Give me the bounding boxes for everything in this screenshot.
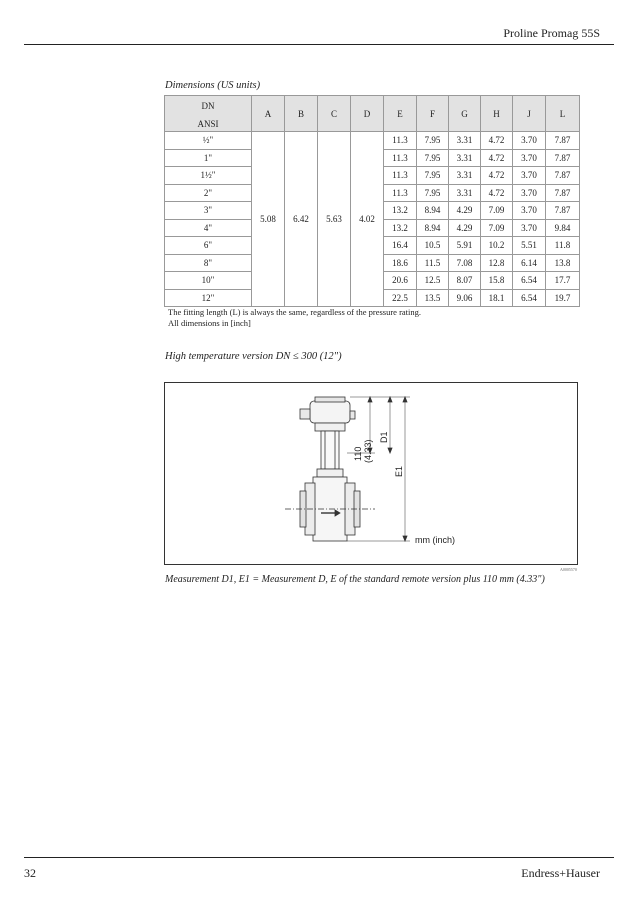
footer-rule xyxy=(24,857,614,858)
cell-f: 8.94 xyxy=(417,219,449,237)
flowmeter-drawing xyxy=(164,382,578,565)
cell-g: 3.31 xyxy=(449,184,481,202)
cell-l: 7.87 xyxy=(546,202,580,220)
cell-dn: 2" xyxy=(165,184,252,202)
cell-g: 4.29 xyxy=(449,202,481,220)
cell-h: 18.1 xyxy=(481,289,513,307)
cell-dn: 6" xyxy=(165,237,252,255)
cell-j: 6.54 xyxy=(513,289,546,307)
cell-e: 11.3 xyxy=(384,184,417,202)
column-header-j: J xyxy=(513,96,546,132)
column-header-g: G xyxy=(449,96,481,132)
cell-h: 7.09 xyxy=(481,202,513,220)
cell-dn: 10" xyxy=(165,272,252,290)
cell-g: 3.31 xyxy=(449,167,481,185)
cell-j: 3.70 xyxy=(513,149,546,167)
cell-e: 16.4 xyxy=(384,237,417,255)
footer-brand: Endress+Hauser xyxy=(521,866,600,880)
cell-l: 7.87 xyxy=(546,132,580,150)
high-temp-heading: High temperature version DN ≤ 300 (12") xyxy=(165,351,342,362)
cell-g: 4.29 xyxy=(449,219,481,237)
cell-e: 13.2 xyxy=(384,219,417,237)
cell-f: 8.94 xyxy=(417,202,449,220)
label-d1: D1 xyxy=(379,431,389,443)
arrowhead-icon xyxy=(403,397,407,402)
cell-h: 12.8 xyxy=(481,254,513,272)
column-header-c: C xyxy=(318,96,351,132)
cell-f: 7.95 xyxy=(417,184,449,202)
cell-j: 3.70 xyxy=(513,167,546,185)
cell-dn: 1½" xyxy=(165,167,252,185)
cell-g: 3.31 xyxy=(449,132,481,150)
cell-l: 7.87 xyxy=(546,149,580,167)
cell-j: 5.51 xyxy=(513,237,546,255)
cell-g: 7.08 xyxy=(449,254,481,272)
neck-base xyxy=(317,469,343,477)
column-header-ansi: ANSI xyxy=(165,116,252,132)
cell-e: 22.5 xyxy=(384,289,417,307)
cell-j: 3.70 xyxy=(513,184,546,202)
cell-dn: 1" xyxy=(165,149,252,167)
cell-e: 20.6 xyxy=(384,272,417,290)
column-header-e: E xyxy=(384,96,417,132)
cell-dn: 12" xyxy=(165,289,252,307)
cell-e: 11.3 xyxy=(384,167,417,185)
cell-f: 12.5 xyxy=(417,272,449,290)
page-number: 32 xyxy=(24,866,36,880)
housing-cover xyxy=(315,397,345,402)
table-header-row xyxy=(165,96,580,117)
document-title: Proline Promag 55S xyxy=(503,26,600,40)
note-units: All dimensions in [inch] xyxy=(168,318,251,328)
cell-h: 4.72 xyxy=(481,132,513,150)
cell-dn: 4" xyxy=(165,219,252,237)
cell-b-merged: 6.42 xyxy=(285,132,318,307)
column-header-a: A xyxy=(252,96,285,132)
flowmeter-drawing-svg xyxy=(165,383,577,564)
column-header-b: B xyxy=(285,96,318,132)
cell-c-merged: 5.63 xyxy=(318,132,351,307)
extension-neck xyxy=(321,431,339,469)
cell-h: 7.09 xyxy=(481,219,513,237)
cell-l: 11.8 xyxy=(546,237,580,255)
column-header-h: H xyxy=(481,96,513,132)
cell-dn: ½" xyxy=(165,132,252,150)
cell-f: 11.5 xyxy=(417,254,449,272)
column-header-dn: DN xyxy=(165,96,252,117)
arrowhead-icon xyxy=(388,448,392,453)
cell-e: 11.3 xyxy=(384,132,417,150)
cell-e: 11.3 xyxy=(384,149,417,167)
figure-caption: Measurement D1, E1 = Measurement D, E of the standard remote version plus 110 mm (4.33") xyxy=(165,574,545,585)
cell-l: 9.84 xyxy=(546,219,580,237)
cell-g: 5.91 xyxy=(449,237,481,255)
note-fitting-length: The fitting length (L) is always the same, regardless of the pressure rating. xyxy=(168,307,422,317)
column-header-d: D xyxy=(351,96,384,132)
housing-side-cap xyxy=(350,411,355,419)
table-row xyxy=(165,132,580,150)
cell-f: 7.95 xyxy=(417,149,449,167)
header-rule xyxy=(24,44,614,45)
cell-d-merged: 4.02 xyxy=(351,132,384,307)
arrowhead-icon xyxy=(388,397,392,402)
label-4-33: (4.33) xyxy=(363,439,373,463)
table-notes xyxy=(168,307,421,329)
cell-l: 17.7 xyxy=(546,272,580,290)
cell-l: 7.87 xyxy=(546,167,580,185)
cell-j: 3.70 xyxy=(513,219,546,237)
cell-e: 18.6 xyxy=(384,254,417,272)
cell-g: 3.31 xyxy=(449,149,481,167)
cell-l: 7.87 xyxy=(546,184,580,202)
cell-j: 6.54 xyxy=(513,272,546,290)
cell-g: 9.06 xyxy=(449,289,481,307)
cell-f: 10.5 xyxy=(417,237,449,255)
cell-e: 13.2 xyxy=(384,202,417,220)
cell-h: 15.8 xyxy=(481,272,513,290)
arrowhead-icon xyxy=(403,536,407,541)
cell-dn: 3" xyxy=(165,202,252,220)
arrowhead-icon xyxy=(368,397,372,402)
cell-j: 6.14 xyxy=(513,254,546,272)
cell-f: 7.95 xyxy=(417,167,449,185)
cell-f: 13.5 xyxy=(417,289,449,307)
cell-dn: 8" xyxy=(165,254,252,272)
column-header-l: L xyxy=(546,96,580,132)
dimensions-heading: Dimensions (US units) xyxy=(165,80,261,91)
cell-l: 13.8 xyxy=(546,254,580,272)
cell-h: 4.72 xyxy=(481,167,513,185)
cell-j: 3.70 xyxy=(513,132,546,150)
label-e1: E1 xyxy=(394,465,404,477)
cell-l: 19.7 xyxy=(546,289,580,307)
column-header-f: F xyxy=(417,96,449,132)
cell-j: 3.70 xyxy=(513,202,546,220)
transmitter-housing xyxy=(310,401,350,423)
cable-gland xyxy=(300,409,310,419)
cell-h: 4.72 xyxy=(481,184,513,202)
label-units: mm (inch) xyxy=(415,535,455,545)
cell-a-merged: 5.08 xyxy=(252,132,285,307)
cell-f: 7.95 xyxy=(417,132,449,150)
figure-id: A0005570 xyxy=(560,567,577,572)
label-110: 110 xyxy=(353,446,363,461)
cell-h: 10.2 xyxy=(481,237,513,255)
cell-g: 8.07 xyxy=(449,272,481,290)
neck-collar xyxy=(315,423,345,431)
cell-h: 4.72 xyxy=(481,149,513,167)
dimensions-table xyxy=(164,95,580,307)
